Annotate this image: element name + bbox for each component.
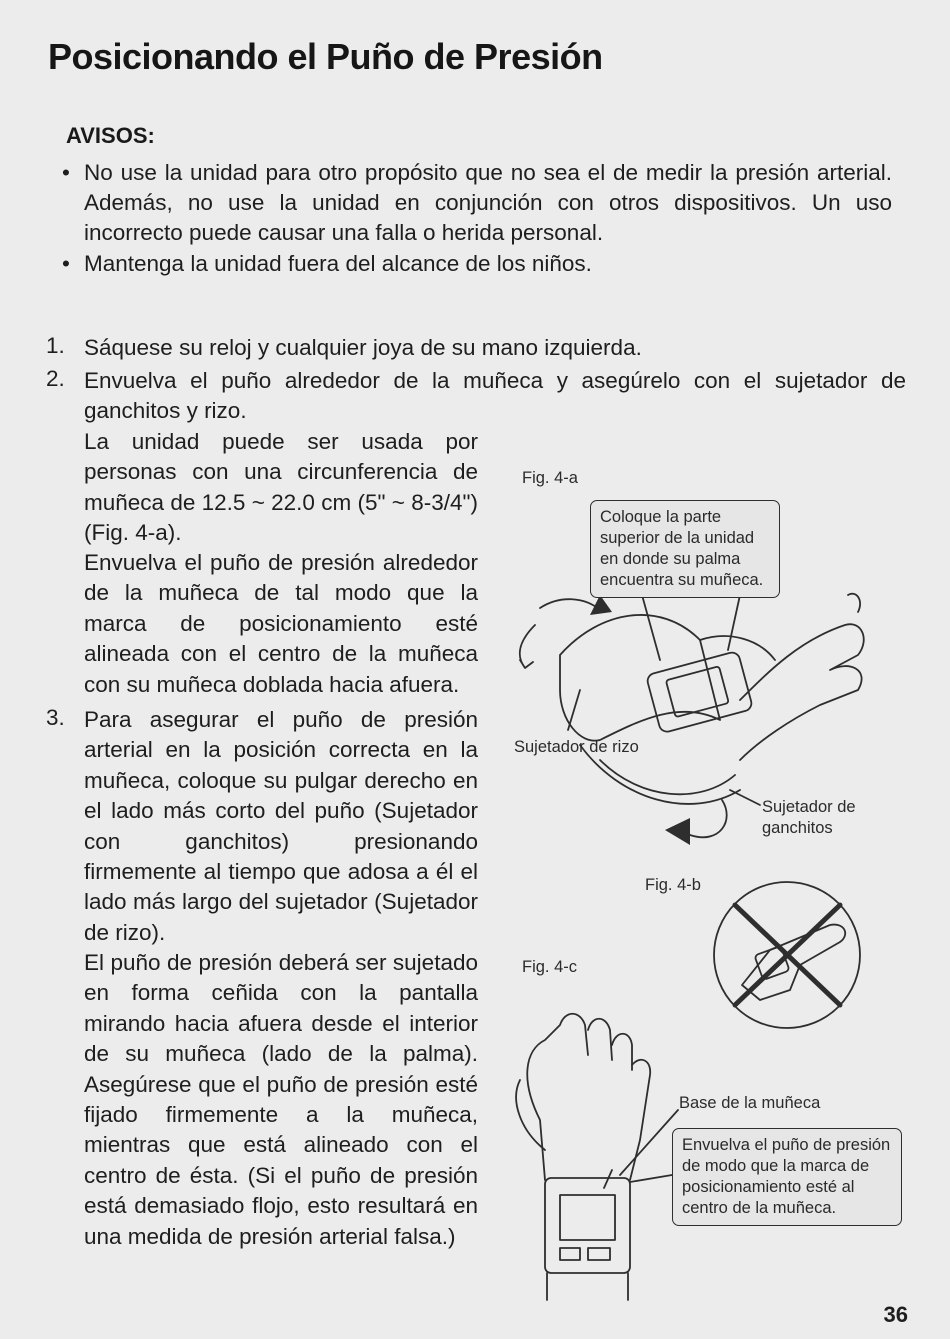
wrist-base-label: Base de la muñeca — [679, 1094, 821, 1112]
bullet-icon: • — [62, 251, 70, 276]
incorrect-position-illustration — [714, 882, 860, 1028]
press-arrow-icon — [665, 818, 690, 845]
page-number: 36 — [883, 1302, 908, 1327]
hook-fastener-label: Sujetador de ganchitos — [762, 798, 856, 837]
step-number: 2. — [46, 366, 65, 391]
step-detail: La unidad puede ser usada por personas con una circunferencia de muñeca de 12.5 ~ 22.0 cm (5" ~ 8-3/4") (Fig. 4-a). — [84, 429, 478, 546]
warning-text: Mantenga la unidad fuera del alcance de los niños. — [84, 251, 592, 276]
step-number: 1. — [46, 333, 65, 358]
page-title: Posicionando el Puño de Presión — [48, 36, 603, 77]
step-text: Para asegurar el puño de presión arterial en la posición correcta en la muñeca, coloque su pulgar derecho en el lado más corto del puño (Sujetador con ganchitos) presionando firmemente al tiempo que adosa a él el lado más largo del sujetador (Sujetador de rizo). — [84, 707, 478, 945]
callout-top-position: Coloque la parte superior de la unidad en donde su palma encuentra su muñeca. — [590, 500, 780, 598]
loop-fastener-label: Sujetador de rizo — [514, 738, 639, 756]
bullet-icon: • — [62, 160, 70, 185]
step-text: Envuelva el puño alrededor de la muñeca y asegúrelo con el sujetador de ganchitos y rizo. — [84, 368, 906, 424]
figure-label-4c: Fig. 4-c — [522, 958, 578, 976]
warnings-heading: AVISOS: — [66, 123, 155, 148]
figure-label-4b: Fig. 4-b — [645, 876, 701, 894]
step-detail: El puño de presión deberá ser sujetado en forma ceñida con la pantalla mirando hacia afuera desde el interior de su muñeca (lado de la palma). Asegúrese que el puño de presión esté fijado firmemente a la muñeca, mientras que está alineado con el centro de ésta. (Si el puño de presión está demasiado flojo, esto resultará en una medida de presión arterial falsa.) — [84, 950, 478, 1249]
step-text: Sáquese su reloj y cualquier joya de su mano izquierda. — [84, 335, 642, 360]
step-number: 3. — [46, 705, 65, 730]
step-detail: Envuelva el puño de presión alrededor de la muñeca de tal modo que la marca de posicionamiento esté alineada con el centro de la muñeca con su muñeca doblada hacia afuera. — [84, 550, 478, 697]
warning-text: No use la unidad para otro propósito que no sea el de medir la presión arterial. Además, no use la unidad en conjunción con otros dispositivos. Un uso incorrecto puede causar una falla o herida personal. — [84, 160, 892, 245]
hand-with-cuff-illustration — [516, 1014, 678, 1300]
callout-cuff-center: Envuelva el puño de presión de modo que la marca de posicionamiento esté al centro de la muñeca. — [672, 1128, 902, 1226]
figure-label-4a: Fig. 4-a — [522, 469, 578, 487]
